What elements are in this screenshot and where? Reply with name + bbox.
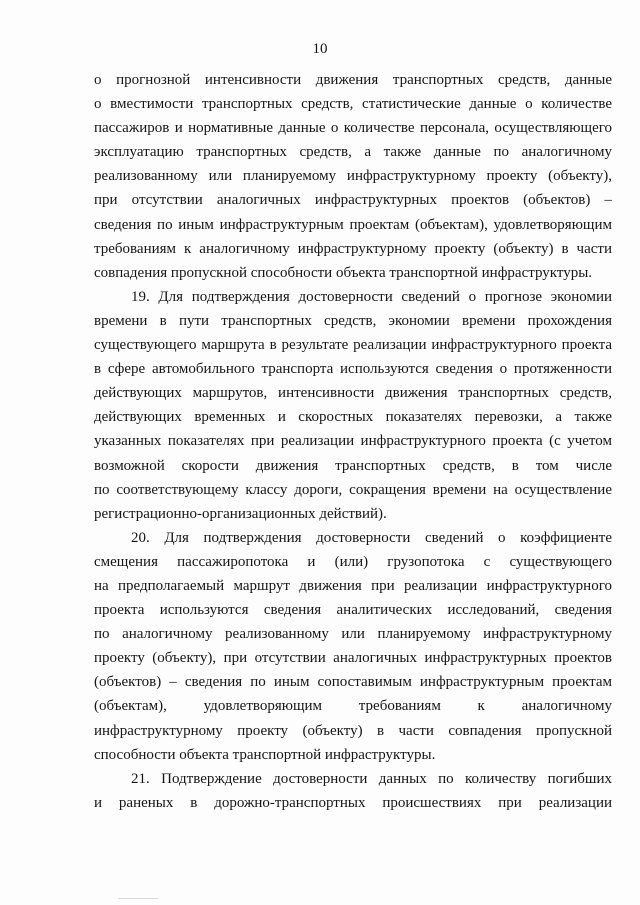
- text-line: способности объекта транспортной инфраструктуры.: [94, 746, 436, 763]
- text-line: и раненых в дорожно-транспортных происшествиях при реализации: [94, 794, 612, 811]
- text-line: на предполагаемый маршрут движения при реализации инфраструктурного: [94, 577, 612, 594]
- text-line: реализованному или планируемому инфраструктурному проекту (объекту),: [94, 168, 612, 185]
- text-line: о прогнозной интенсивности движения транспортных средств, данные: [94, 72, 612, 88]
- text-line: совпадения пропускной способности объекта транспортной инфраструктуры.: [94, 264, 593, 281]
- text-line: по аналогичному реализованному или планируемому инфраструктурному: [94, 626, 612, 643]
- text-line: проекта используются сведения аналитических исследований, сведения: [94, 602, 612, 619]
- text-line: действующих временных и скоростных показателях перевозки, а также: [94, 409, 612, 426]
- text-line: указанных показателях при реализации инфраструктурного проекта (с учетом: [94, 433, 612, 450]
- text-line: по соответствующему классу дороги, сокращения времени на осуществление: [94, 481, 612, 498]
- paragraph-19: [94, 285, 612, 526]
- text-line: пассажиров и нормативные данные о количестве персонала, осуществляющего: [94, 120, 612, 137]
- text-line: времени в пути транспортных средств, экономии времени прохождения: [94, 312, 612, 329]
- text-line: регистрационно-организационных действий).: [94, 505, 387, 522]
- text-line: (объектов) – сведения по иным сопоставимым инфраструктурным проектам: [94, 674, 612, 691]
- paragraph-21: [94, 767, 612, 815]
- text-line: 19. Для подтверждения достоверности сведений о прогнозе экономии: [131, 288, 612, 305]
- text-line: 21. Подтверждение достоверности данных по количеству погибших: [131, 770, 612, 787]
- text-line: действующих маршрутов, интенсивности движения транспортных средств,: [94, 385, 612, 402]
- text-line: проекту (объекту), при отсутствии аналогичных инфраструктурных проектов: [94, 650, 612, 667]
- paragraph-continuation: [94, 68, 612, 285]
- text-line: эксплуатацию транспортных средств, а также данные по аналогичному: [94, 144, 612, 161]
- text-line: требованиям к аналогичному инфраструктурному проекту (объекту) в части: [94, 240, 612, 257]
- text-line: смещения пассажиропотока и (или) грузопотока с существующего: [94, 553, 612, 570]
- text-line: о вместимости транспортных средств, статистические данные о количестве: [94, 96, 612, 113]
- text-line: (объектам), удовлетворяющим требованиям к аналогичному: [94, 698, 612, 715]
- page-number: 10: [312, 41, 328, 57]
- text-line: возможной скорости движения транспортных средств, в том числе: [94, 457, 612, 474]
- text-line: в сфере автомобильного транспорта используются сведения о протяженности: [94, 361, 612, 378]
- scan-artifact: [118, 898, 158, 899]
- text-line: существующего маршрута в результате реализации инфраструктурного проекта: [94, 337, 612, 354]
- text-line: сведения по иным инфраструктурным проектам (объектам), удовлетворяющим: [94, 216, 612, 233]
- document-body: [94, 68, 612, 815]
- text-line: инфраструктурному проекту (объекту) в части совпадения пропускной: [94, 722, 612, 739]
- text-line: 20. Для подтверждения достоверности сведений о коэффициенте: [131, 529, 612, 546]
- paragraph-20: [94, 526, 612, 767]
- text-line: при отсутствии аналогичных инфраструктурных проектов (объектов) –: [94, 192, 612, 209]
